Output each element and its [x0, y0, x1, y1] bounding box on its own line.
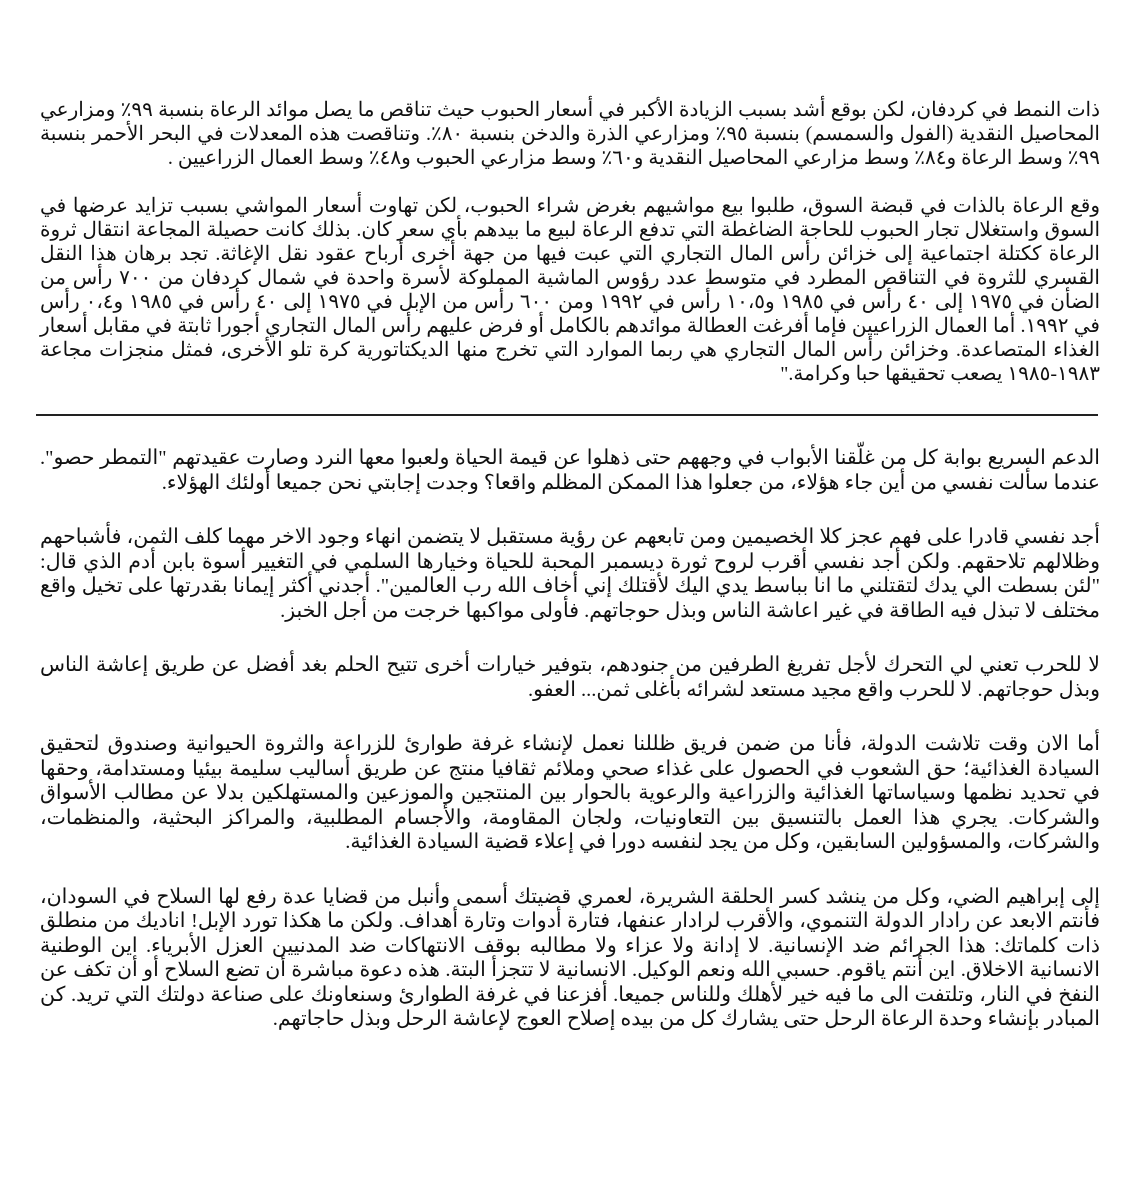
paragraph: أجد نفسي قادرا على فهم عجز كلا الخصيمين ومن تابعهم عن رؤية مستقبل لا يتضمن انهاء وجود الاخر مهما كلف الثمن، فأشباحهم وظلالهم تلاحقهم. ولكن أجد نفسي أقرب لروح ثورة ديسمبر المحبة للحياة وخيارها السلمي في التغيير أسوة بابن أدم الذي قال: "لئن بسطت الي يدك لتقتلني ما انا بباسط يدي اليك لأقتلك إني أخاف الله رب العالمين". أجدني أكثر إيمانا بقدرتها على تخيل واقع مختلف لا تبذل فيه الطاقة في غير اعاشة الناس وبذل حوجاتهم. فأولى مواكبها خرجت من أجل الخبز.	[40, 526, 1100, 622]
section-divider	[36, 414, 1098, 416]
paragraph: إلى إبراهيم الضي، وكل من ينشد كسر الحلقة الشريرة، لعمري قضيتك أسمى وأنبل من قضايا عدة رفع لها السلاح في السودان، فأنتم الابعد عن رادار الدولة التنموي، والأقرب لرادار عنفها، فتارة أدوات وتارة أهداف. ولكن ما هكذا تورد الإبل! اناديك من منطلق ذات كلماتك: هذا الجرائم ضد الإنسانية. لا إدانة ولا عزاء ولا مطالبه بوقف الانتهاكات ضد المدنيين العزل الأبرياء. اين الوطنية الانسانية الاخلاق. اين أنتم ياقوم. حسبي الله ونعم الوكيل. الانسانية لا تتجزأ البتة. هذه دعوة مباشرة أن تضع السلاح أو أن تكف عن النفخ في النار، وتلتفت الى ما فيه خير لأهلك وللناس جميعا. أفزعنا في غرفة الطوارئ وسنعاونك على صناعة دولتك التي تريد. كن المبادر بإنشاء وحدة الرعاة الرحل حتى يشارك كل من بيده إصلاح العوج لإعاشة الرحل وبذل حاجاتهم.	[40, 885, 1100, 1030]
document-page	[40, 98, 1100, 1032]
paragraph: أما الان وقت تلاشت الدولة، فأنا من ضمن فريق ظللنا نعمل لإنشاء غرفة طوارئ للزراعة والثروة الحيوانية وصندوق لتحقيق السيادة الغذائية؛ حق الشعوب في الحصول على غذاء صحي وملائم ثقافيا منتج عن طريق أساليب سليمة بيئيا ومستدامة، وحقها في تحديد نظمها وسياساتها الغذائية والزراعية والرعوية بالحوار بين المنتجين والموزعين والمستهلكين بدلا عن مطالب الأسواق والشركات. يجري هذا العمل بالتنسيق بين التعاونيات، ولجان المقاومة، والأجسام المطلبية، والمراكز البحثية، والمنظمات، والشركات، والمسؤولين السابقين، وكل من يجد لنفسه دورا في إعلاء قضية السيادة الغذائية.	[40, 733, 1100, 853]
paragraph: الدعم السريع بوابة كل من غلّقنا الأبواب في وجههم حتى ذهلوا عن قيمة الحياة ولعبوا معها النرد وصارت عقيدتهم "التمطر حصو". عندما سألت نفسي من أين جاء هؤلاء، من جعلوا هذا الممكن المظلم واقعا؟ وجدت إجابتي نحن جميعا أولئك الهؤلاء.	[40, 447, 1100, 494]
paragraph: ذات النمط في كردفان، لكن بوقع أشد بسبب الزيادة الأكبر في أسعار الحبوب حيث تناقص ما يصل موائد الرعاة بنسبة ٩٩٪ ومزارعي المحاصيل النقدية (الفول والسمسم) بنسبة ٩٥٪ ومزارعي الذرة والدخن بنسبة ٨٠٪. وتناقصت هذه المعدلات في البحر الأحمر بنسبة ٩٩٪ وسط الرعاة و٨٤٪ وسط مزارعي المحاصيل النقدية و٦٠٪ وسط مزارعي الحبوب و٤٨٪ وسط العمال الزراعيين .	[40, 99, 1101, 169]
paragraph: لا للحرب تعني لي التحرك لأجل تفريغ الطرفين من جنودهم، بتوفير خيارات أخرى تتيح الحلم بغد أفضل عن طريق إعاشة الناس وبذل حوجاتهم. لا للحرب واقع مجيد مستعد لشرائه بأغلى ثمن... العفو.	[40, 654, 1100, 701]
main-text	[40, 446, 1100, 1032]
paragraph: وقع الرعاة بالذات في قبضة السوق، طلبوا بيع مواشيهم بغرض شراء الحبوب، لكن تهاوت أسعار المواشي بسبب تزايد عرضها في السوق واستغلال تجار الحبوب للحاجة الضاغطة التي تدفع الرعاة لبيع ما بيدهم بأي سعر كان. بذلك كانت حصيلة المجاعة انتقال ثروة الرعاة ككتلة اجتماعية إلى خزائن رأس المال التجاري التي عبت فيها من جهة أخرى أرباح عقود نقل الإغاثة. تجد برهان هذا النقل القسري للثروة في التناقص المطرد في متوسط عدد رؤوس الماشية المملوكة لأسرة واحدة في شمال كردفان من ٧٠٠ رأس من الضأن في ١٩٧٥ إلى ٤٠ رأس في ١٩٨٥ و١٠،٥ رأس في ١٩٩٢ ومن ٦٠٠ رأس من الإبل في ١٩٧٥ إلى ٤٠ رأس في ١٩٨٥ و٠،٤ رأس في ١٩٩٢. أما العمال الزراعيين فإما أفرغت العطالة موائدهم بالكامل أو فرض عليهم رأس المال التجاري أجورا ثابتة في مقابل أسعار الغذاء المتصاعدة. وخزائن رأس المال التجاري هي ربما الموارد التي تخرج منها الديكتاتورية كرة تلو الأخرى، فمثل منجزات مجاعة ١٩٨٣-١٩٨٥ يصعب تحقيقها حبا وكرامة."	[40, 195, 1101, 385]
quoted-excerpt	[40, 98, 1100, 386]
